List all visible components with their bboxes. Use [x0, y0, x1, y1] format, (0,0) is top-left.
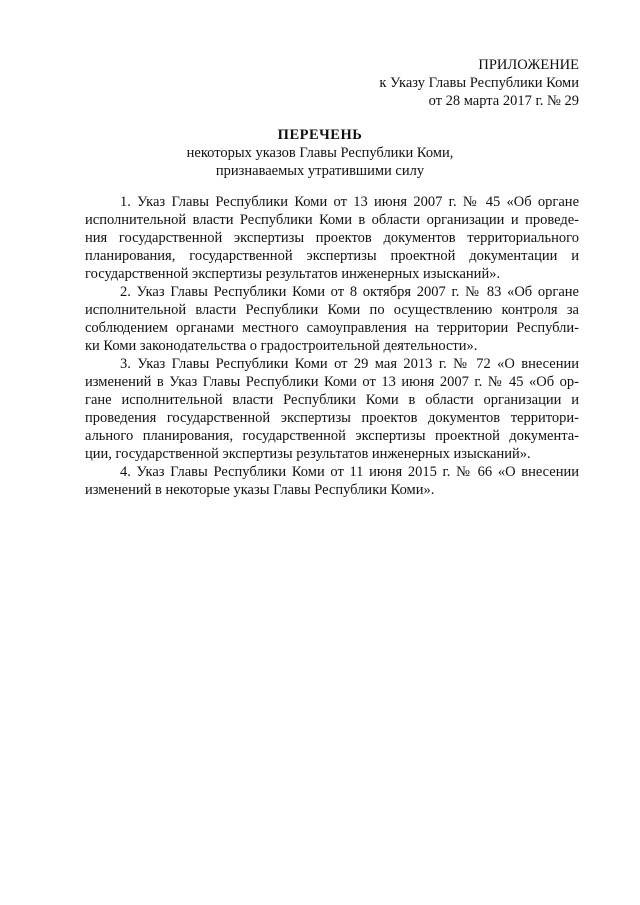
decree-item-2 [85, 283, 579, 355]
document-subtitle-line-2: признаваемых утратившими силу [215, 163, 425, 179]
appendix-header [379, 56, 579, 110]
decree-item-line: 1. Указ Главы Республики Коми от 13 июня 2007 г. № 45 «Об органе [120, 194, 579, 210]
decree-item-3 [85, 355, 579, 463]
decree-item-line: ального планирования, государственной экспертизы проектной документа- [85, 428, 579, 444]
decree-item-line: 2. Указ Главы Республики Коми от 8 октября 2007 г. № 83 «Об органе [120, 284, 579, 300]
decree-item-line: планирования, государственной экспертизы проектной документации и [85, 248, 579, 264]
decree-item-line: государственной экспертизы результатов инженерных изысканий». [85, 266, 501, 282]
decree-item-line: ки Коми законодательства о градостроительной деятельности». [85, 338, 478, 354]
decree-item-line: исполнительной власти Республики Коми в области организации и проведе- [85, 212, 579, 228]
decree-item-1 [85, 193, 579, 283]
appendix-decree-ref: к Указу Главы Республики Коми [379, 75, 579, 91]
decree-item-line: проведения государственной экспертизы проектов документов территори- [85, 410, 579, 426]
decree-item-4 [85, 463, 579, 499]
decree-item-line: ции, государственной экспертизы результатов инженерных изысканий». [85, 446, 531, 462]
decree-item-line: исполнительной власти Республики Коми по осуществлению контроля за [85, 302, 579, 318]
decree-item-line: изменений в Указ Главы Республики Коми от 13 июня 2007 г. № 45 «Об ор- [85, 374, 579, 390]
document-title-block [0, 126, 640, 180]
decree-item-line: соблюдением органами местного самоуправления на территории Республи- [85, 320, 579, 336]
decree-item-line: 3. Указ Главы Республики Коми от 29 мая 2013 г. № 72 «О внесении [120, 356, 579, 372]
decree-item-line: 4. Указ Главы Республики Коми от 11 июня 2015 г. № 66 «О внесении [120, 464, 579, 480]
document-subtitle-line-1: некоторых указов Главы Республики Коми, [186, 145, 454, 161]
document-title: ПЕРЕЧЕНЬ [277, 127, 363, 143]
decree-item-line: гане исполнительной власти Республики Коми в области организации и [85, 392, 579, 408]
decree-item-line: ния государственной экспертизы проектов документов территориального [85, 230, 579, 246]
appendix-label: ПРИЛОЖЕНИЕ [478, 57, 579, 73]
appendix-decree-date: от 28 марта 2017 г. № 29 [428, 93, 579, 109]
decree-item-line: изменений в некоторые указы Главы Республики Коми». [85, 482, 435, 498]
decree-list [85, 193, 579, 499]
